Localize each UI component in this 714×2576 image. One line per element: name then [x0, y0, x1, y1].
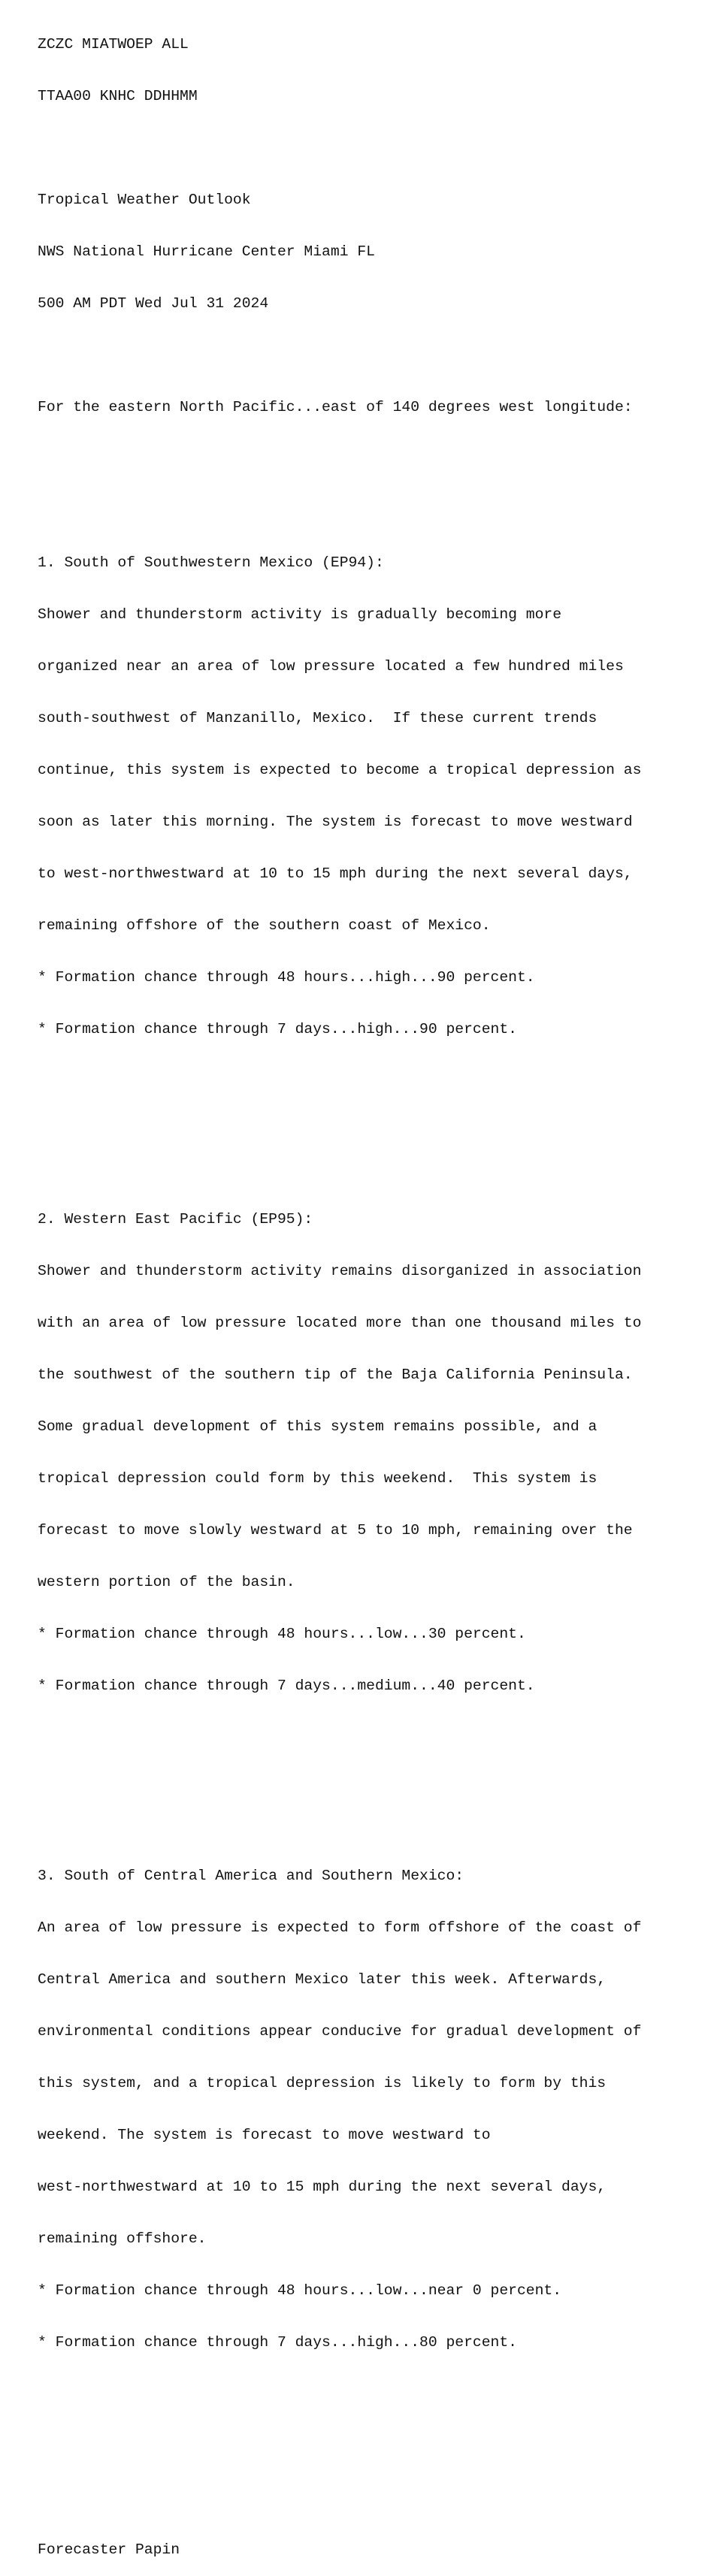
wmo-header-line-1: ZCZC MIATWOEP ALL: [38, 36, 189, 53]
system-body-line: soon as later this morning. The system is forecast to move westward: [38, 814, 633, 830]
formation-chance-7d: * Formation chance through 7 days...high...80 percent.: [38, 2334, 517, 2351]
system-heading: 1. South of Southwestern Mexico (EP94):: [38, 554, 384, 571]
tropical-weather-outlook-document: [38, 2, 710, 2576]
system-body-line: Shower and thunderstorm activity is gradually becoming more: [38, 606, 562, 623]
system-body-line: south-southwest of Manzanillo, Mexico. If these current trends: [38, 710, 598, 726]
issuing-office: NWS National Hurricane Center Miami FL: [38, 243, 375, 260]
system-body-line: remaining offshore.: [38, 2230, 207, 2247]
forecaster-signature: Forecaster Papin: [38, 2541, 180, 2558]
blank-line: [38, 347, 710, 364]
system-body-line: Some gradual development of this system remains possible, and a: [38, 1418, 598, 1435]
formation-chance-48h: * Formation chance through 48 hours...low...30 percent.: [38, 1626, 526, 1642]
system-body-line: environmental conditions appear conducive for gradual development of: [38, 2023, 642, 2040]
system-section-3: [38, 1833, 710, 2386]
system-body-line: continue, this system is expected to become a tropical depression as: [38, 762, 642, 778]
system-section-1: [38, 520, 710, 1073]
system-body-line: weekend. The system is forecast to move westward to: [38, 2127, 491, 2143]
system-body-line: Central America and southern Mexico later this week. Afterwards,: [38, 1971, 607, 1988]
issue-time: 500 AM PDT Wed Jul 31 2024: [38, 295, 269, 312]
system-body-line: An area of low pressure is expected to form offshore of the coast of: [38, 1919, 642, 1936]
formation-chance-7d: * Formation chance through 7 days...high...90 percent.: [38, 1021, 517, 1037]
blank-line: [38, 1764, 710, 1781]
product-title: Tropical Weather Outlook: [38, 192, 251, 208]
blank-line: [38, 1107, 710, 1125]
system-body-line: Shower and thunderstorm activity remains disorganized in association: [38, 1263, 642, 1279]
formation-chance-48h: * Formation chance through 48 hours...low...near 0 percent.: [38, 2282, 562, 2299]
blank-line: [38, 2472, 710, 2490]
blank-line: [38, 2420, 710, 2438]
blank-line: [38, 140, 710, 157]
formation-chance-48h: * Formation chance through 48 hours...high...90 percent.: [38, 969, 535, 986]
system-body-line: forecast to move slowly westward at 5 to 10 mph, remaining over the: [38, 1522, 633, 1539]
system-heading: 3. South of Central America and Southern Mexico:: [38, 1868, 464, 1884]
system-body-line: this system, and a tropical depression is likely to form by this: [38, 2075, 607, 2091]
system-heading: 2. Western East Pacific (EP95):: [38, 1211, 313, 1228]
system-body-line: western portion of the basin.: [38, 1574, 295, 1590]
system-body-line: remaining offshore of the southern coast of Mexico.: [38, 917, 491, 934]
system-section-2: [38, 1176, 710, 1729]
formation-chance-7d: * Formation chance through 7 days...medium...40 percent.: [38, 1678, 535, 1694]
system-body-line: organized near an area of low pressure located a few hundred miles: [38, 658, 624, 675]
outlook-intro: For the eastern North Pacific...east of 140 degrees west longitude:: [38, 399, 633, 415]
system-body-line: west-northwestward at 10 to 15 mph during the next several days,: [38, 2179, 607, 2195]
blank-line: [38, 451, 710, 468]
wmo-header-line-2: TTAA00 KNHC DDHHMM: [38, 88, 198, 104]
system-body-line: the southwest of the southern tip of the Baja California Peninsula.: [38, 1367, 633, 1383]
system-body-line: to west-northwestward at 10 to 15 mph during the next several days,: [38, 865, 633, 882]
system-body-line: tropical depression could form by this weekend. This system is: [38, 1470, 598, 1487]
system-body-line: with an area of low pressure located more than one thousand miles to: [38, 1315, 642, 1331]
